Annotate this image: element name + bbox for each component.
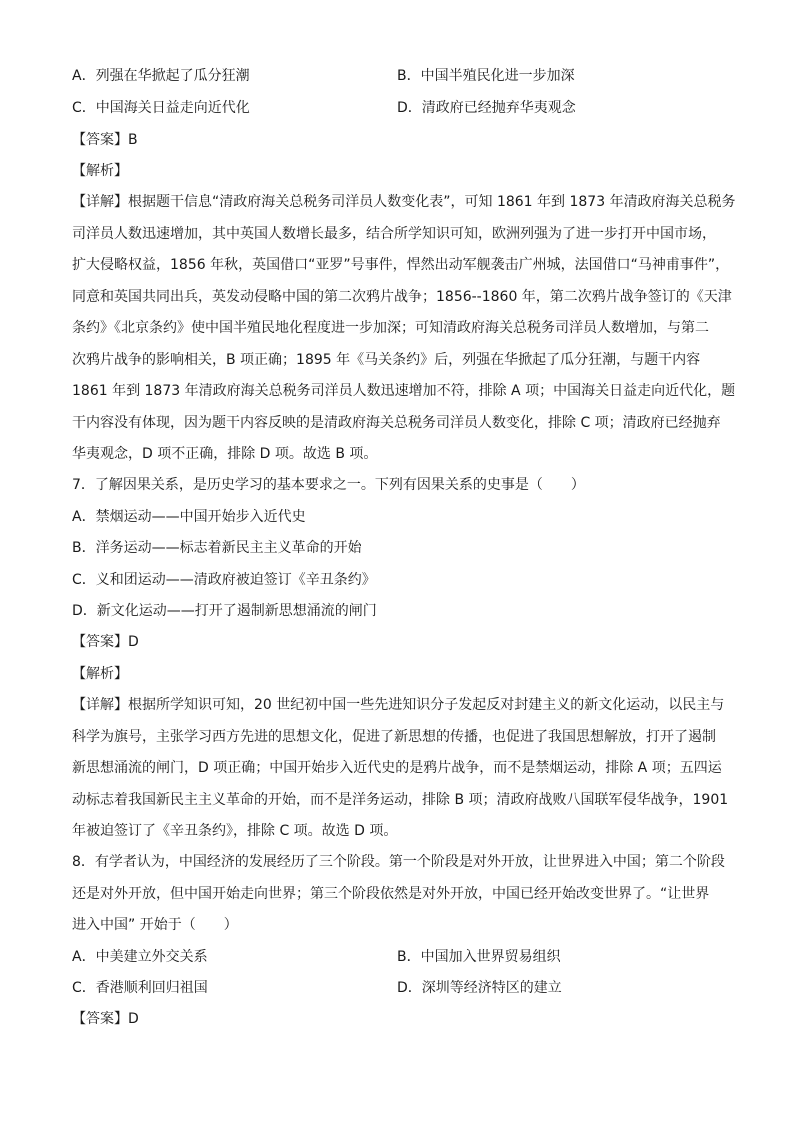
q8-option-b: B．中国加入世界贸易组织 [397, 949, 561, 965]
q6-detail-line: 华夷观念，D 项不正确，排除 D 项。故选 B 项。 [72, 446, 378, 462]
q7-option-a: A．禁烟运动——中国开始步入近代史 [72, 509, 306, 525]
q7-detail-line: 动标志着我国新民主主义革命的开始，而不是洋务运动，排除 B 项；清政府战败八国联军侵华战争，1901 [72, 792, 729, 808]
q6-analysis-label: 【解析】 [72, 163, 128, 179]
q8-stem-line: 还是对外开放，但中国开始走向世界；第三个阶段依然是对外开放，中国已经开始改变世界了。“让世界 [72, 886, 710, 902]
q7-analysis-label: 【解析】 [72, 666, 128, 682]
q8-stem-line: 进入中国” 开始于（ ） [72, 917, 238, 933]
q6-answer: 【答案】B [72, 132, 138, 148]
q8-option-d: D．深圳等经济特区的建立 [397, 980, 562, 996]
q6-option-c: C．中国海关日益走向近代化 [72, 100, 250, 116]
q7-detail-line: 【详解】根据所学知识可知，20 世纪初中国一些先进知识分子发起反对封建主义的新文化运动，以民主与 [72, 697, 725, 713]
q6-detail-line: 司洋员人数迅速增加，其中英国人数增长最多，结合所学知识可知，欧洲列强为了进一步打开中国市场， [72, 226, 716, 242]
q7-detail-line: 年被迫签订了《辛丑条约》，排除 C 项。故选 D 项。 [72, 823, 398, 839]
q6-detail-line: 1861 年到 1873 年清政府海关总税务司洋员人数迅速增加不符，排除 A 项；中国海关日益走向近代化，题 [72, 383, 736, 399]
q6-option-b: B．中国半殖民化进一步加深 [397, 68, 575, 84]
q7-detail-line: 科学为旗号，主张学习西方先进的思想文化，促进了新思想的传播，也促进了我国思想解放，打开了遏制 [72, 729, 716, 745]
q6-detail-line: 干内容没有体现，因为题干内容反映的是清政府海关总税务司洋员人数变化，排除 C 项；清政府已经抛弃 [72, 415, 721, 431]
q6-detail-line: 【详解】根据题干信息“清政府海关总税务司洋员人数变化表”，可知 1861 年到 1873 年清政府海关总税务 [72, 194, 736, 210]
q7-stem: 7．了解因果关系，是历史学习的基本要求之一。下列有因果关系的史事是（ ） [72, 477, 585, 493]
q6-option-d: D．清政府已经抛弃华夷观念 [397, 100, 576, 116]
q7-option-d: D．新文化运动——打开了遏制新思想涌流的闸门 [72, 603, 377, 619]
q8-option-a: A．中美建立外交关系 [72, 949, 208, 965]
q6-option-a: A．列强在华掀起了瓜分狂潮 [72, 68, 250, 84]
q8-option-c: C．香港顺利回归祖国 [72, 980, 208, 996]
q7-option-c: C．义和团运动——清政府被迫签订《辛丑条约》 [72, 572, 376, 588]
q6-detail-line: 扩大侵略权益，1856 年秋，英国借口“亚罗”号事件，悍然出动军舰袭击广州城，法国借口“马神甫事件”， [72, 257, 730, 273]
q7-option-b: B．洋务运动——标志着新民主主义革命的开始 [72, 540, 362, 556]
q7-detail-line: 新思想涌流的闸门，D 项正确；中国开始步入近代史的是鸦片战争，而不是禁烟运动，排除 A 项；五四运 [72, 760, 722, 776]
q6-detail-line: 同意和英国共同出兵，英发动侵略中国的第二次鸦片战争；1856--1860 年，第二次鸦片战争签订的《天津 [72, 289, 732, 305]
q8-answer: 【答案】D [72, 1011, 139, 1027]
q7-answer: 【答案】D [72, 634, 139, 650]
q8-stem-line: 8．有学者认为，中国经济的发展经历了三个阶段。第一个阶段是对外开放，让世界进入中国；第二个阶段 [72, 854, 725, 870]
q6-detail-line: 条约》《北京条约》使中国半殖民地化程度进一步加深；可知清政府海关总税务司洋员人数增加，与第二 [72, 320, 709, 336]
q6-detail-line: 次鸦片战争的影响相关，B 项正确；1895 年《马关条约》后，列强在华掀起了瓜分狂潮，与题干内容 [72, 352, 701, 368]
